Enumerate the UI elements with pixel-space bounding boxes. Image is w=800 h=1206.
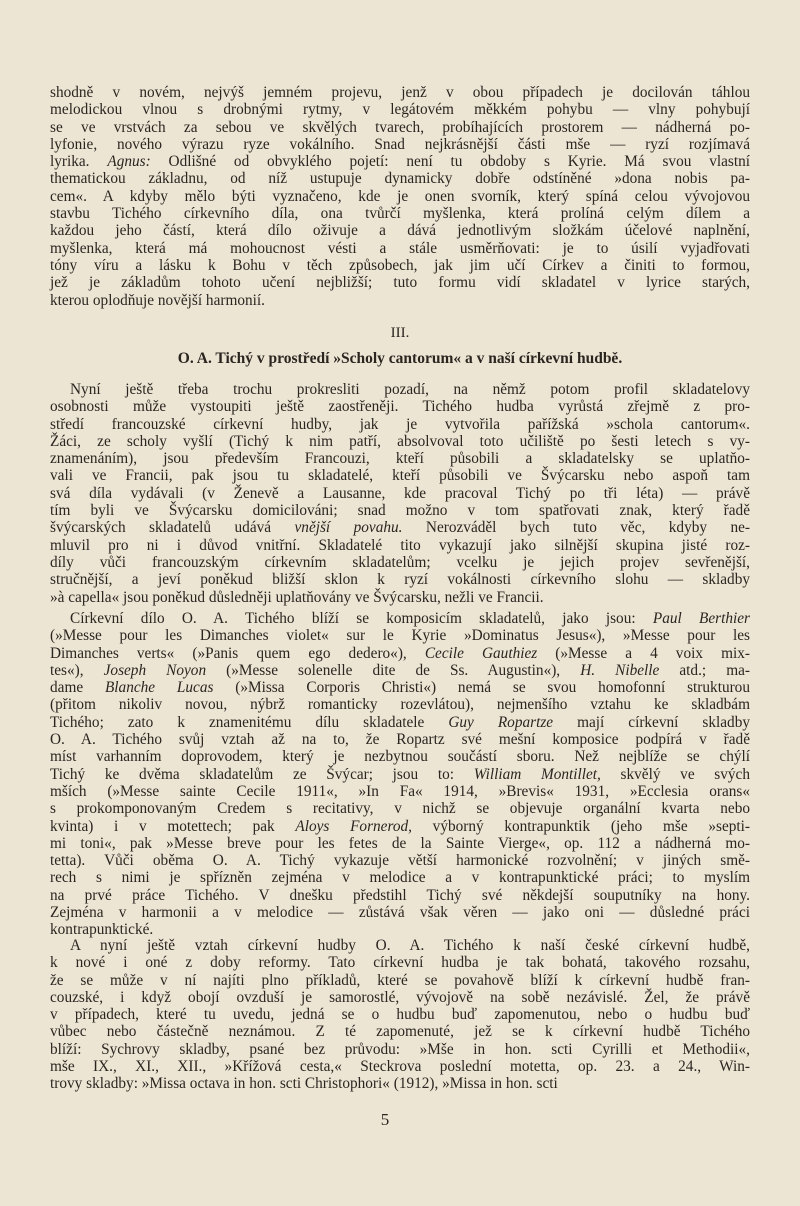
italic-name: H. Nibelle: [580, 661, 660, 679]
text-line: švýcarských skladatelů udává vnější povahu. Nerozváděl bych tuto věc, kdyby ne-: [50, 519, 751, 537]
text-line: kterou oplodňuje novější harmonií.: [50, 291, 265, 309]
italic-name: Cecile Gauthiez: [424, 644, 538, 662]
text-line: mluvil pro ni i důvod vnitřní. Skladatelé tito vykazují jako silnější skupina jisté roz-: [50, 536, 750, 554]
italic-name: Blanche Lucas: [104, 679, 214, 697]
text-line: vůbec nebo částečně neznámou. Z té zapomenuté, jež se k církevní hudbě Tichého: [50, 1023, 750, 1041]
text-line: dame Blanche Lucas (»Missa Corporis Christi«) nemá se svou homofonní strukturou: [50, 679, 750, 697]
text-line: díly vůči francouzským církevním skladatelům; vcelku je jejich projev sevřenější,: [50, 553, 750, 571]
italic-name: Paul Berthier: [652, 610, 750, 627]
text-line: tóny víru a lásku k Bohu v těch způsobech, jak jim učí Církev a činiti to formou,: [50, 256, 750, 274]
text-line: tím byli ve Švýcarsku domicilováni; snad možno v tom spatřovati znak, který řadě: [50, 502, 750, 520]
text-line: couzské, i když obojí ovzduší je samorostlé, vývojově na sobě nezávislé. Žel, že právě: [50, 988, 750, 1006]
text-line: trovy skladby: »Missa octava in hon. scti Christophori« (1912), »Missa in hon. scti: [50, 1075, 558, 1093]
text-line: Tichý ke dvěma skladatelům ze Švýcar; jsou to: William Montillet, skvělý ve svých: [50, 765, 750, 783]
text-line: A nyní ještě vztah církevní hudby O. A. Tichého k naší české církevní hudbě,: [70, 937, 750, 954]
text-line: na prvé práce Tichého. V dnešku předstihl Tichý své někdejší souputníky na hony.: [50, 886, 750, 904]
text-line: Tichého; zato k znamenitému dílu skladatele Guy Ropartze mají církevní skladby: [50, 713, 750, 731]
text-line: lyrika. Agnus: Odlišné od obvyklého pojetí: není tu obdoby s Kyrie. Má svou vlastní: [50, 153, 750, 171]
text-line: kvinta) i v motettech; pak Aloys Fornerod, výborný kontrapunktik (jeho mše »septi-: [50, 817, 750, 835]
text-line: vali ve Francii, pak jsou tu skladatelé, kteří působili ve Švýcarsku nebo aspoň tam: [50, 467, 750, 485]
text-line: melodickou vlnou s drobnými rytmy, v legátovém měkkém pohybu — vlny pohybují: [50, 101, 750, 119]
text-line: znamenáním), jsou především Francouzi, kteří působili a skladatelsky se uplatňo-: [50, 450, 750, 468]
paragraph-schola-cantorum: [50, 381, 750, 606]
text-line: kontrapunktické.: [50, 921, 154, 939]
italic-name: Agnus:: [107, 153, 151, 171]
text-line: »à capella« jsou poněkud důsledněji uplatňovány ve Švýcarsku, nežli ve Francii.: [50, 588, 544, 606]
text-line: míst varhanním doprovodem, který je nezbytnou součástí sboru. Než nejblíže se chýlí: [50, 748, 750, 766]
text-line: svá díla vydávali (v Ženevě a Lausanne, kde pracoval Tichý po tři léta) — právě: [50, 484, 750, 502]
text-line: (»Messe pour les Dimanches violet« sur le Kyrie »Dominatus Jesus«), »Messe pour les: [50, 627, 750, 645]
italic-name: Aloys Fornerod,: [295, 817, 412, 835]
section-heading: O. A. Tichý v prostředí »Scholy cantorum« a v naší církevní hudbě.: [177, 350, 623, 367]
text-line: cem«. A kdyby mělo býti vyznačeno, kde je onen svorník, který spíná celou vývojovou: [50, 187, 750, 205]
text-line: blíží: Sychrovy skladby, psané bez průvodu: »Mše in hon. scti Cyrilli et Methodii«,: [50, 1040, 750, 1058]
text-line: každou jeho částí, která dílo oživuje a dává jednotlivým složkám účelové naplnění,: [50, 222, 750, 240]
text-line: se ve vrstvách za sebou ve skvělých tvarech, probíhajících prostorem — nádherná po-: [50, 118, 750, 136]
text-line: stavbu Tichého církevního díla, ona tvůrčí myšlenka, která prolíná celým dílem a: [50, 205, 750, 223]
text-line: k nové i oné z doby reformy. Tato církevní hudba je tak bohatá, takového rozsahu,: [50, 954, 750, 972]
text-line: v případech, které tu uvedu, jedná se o hudbu buď zapomenutou, nebo o hudbu buď: [50, 1006, 750, 1024]
text-line: středí francouzské církevní hudby, jak je vytvořila pařížská »schola cantorum«.: [50, 415, 750, 433]
paragraph-czech-church-music: [50, 937, 750, 1093]
page-number: 5: [380, 1110, 390, 1129]
italic-name: Joseph Noyon: [103, 661, 207, 679]
text-line: mše IX., XI., XII., »Křížová cesta,« Steckrova poslední motetta, op. 23. a 24., Win-: [50, 1058, 750, 1076]
text-line: tes«), Joseph Noyon (»Messe solenelle dite de Ss. Augustin«), H. Nibelle atd.; ma-: [50, 661, 750, 679]
italic-name: Guy Ropartze: [448, 713, 554, 731]
text-line: Dimanches verts« (»Panis quem ego dedero«), Cecile Gauthiez (»Messe a 4 voix mix-: [50, 644, 750, 662]
paragraph-composers: [50, 610, 750, 939]
section-numeral: III.: [390, 325, 410, 341]
text-line: rech s nimi je spřízněn zejména v melodice a v kontrapunktické práci; to myslím: [50, 869, 750, 887]
text-line: tetta). Vůči oběma O. A. Tichý vykazuje větší harmonické rozvolnění; v jiných smě-: [50, 852, 750, 870]
text-line: Zejména v harmonii a v melodice — zůstává však věren — jako oni — důsledné práci: [50, 904, 750, 922]
text-line: myšlenka, která má mohoucnost vésti a stále usměrňovati: je to úsilí vyjadřovati: [50, 239, 750, 257]
italic-name: vnější povahu.: [294, 519, 403, 537]
text-line: O. A. Tichého svůj vztah až na to, že Ropartz své mešní komposice podpírá v řadě: [50, 731, 750, 749]
text-line: s prokomponovaným Credem s recitativy, v nichž se objevuje organální kvarta nebo: [50, 800, 750, 818]
text-line: thematickou základnu, od níž ustupuje dynamicky dobře odstíněné »dona nobis pa-: [50, 170, 750, 188]
text-line: (přitom nikoliv novou, nýbrž romanticky rozevlátou), nejmenšího vztahu ke skladbám: [50, 696, 750, 714]
text-line: že se může v ní najíti plno příkladů, které se povahově blíží k církevní hudbě fran-: [50, 971, 750, 989]
text-line: jež je základům tohoto učení nejbližší; tuto formu vidí skladatel v lyrice starých,: [50, 274, 750, 292]
text-line: mších (»Messe sainte Cecile 1911«, »In Fa« 1914, »Brevis« 1931, »Ecclesia orans«: [50, 782, 750, 800]
text-line: lyfonie, nového výrazu ryze vokálního. Snad nejkrásnější části mše — ryzí rozjímavá: [50, 135, 750, 153]
text-line: Církevní dílo O. A. Tichého blíží se komposicím skladatelů, jako jsou: Paul Berthier: [70, 610, 750, 627]
text-line: mi toni«, pak »Messe breve pour les fetes de la Sainte Vierge«, op. 112 a nádherná mo-: [50, 834, 750, 852]
italic-name: William Montillet,: [473, 765, 601, 783]
text-line: shodně v novém, nejvýš jemném projevu, jenž v obou případech je docilován táhlou: [50, 84, 750, 101]
paragraph-agnus: [50, 84, 750, 309]
text-line: Žáci, ze scholy vyšlí (Tichý k nim patří, absolvoval toto učiliště po šesti letech s vy-: [50, 432, 750, 450]
text-line: Nyní ještě třeba trochu prokresliti pozadí, na němž potom profil skladatelovy: [70, 381, 750, 398]
text-line: osobnosti může vystoupiti ještě zaostřeněji. Tichého hudba vyrůstá zřejmě z pro-: [50, 398, 750, 416]
text-line: stručnější, a jeví poněkud bližší sklon k ryzí vokálnosti církevního slohu — skladby: [50, 571, 750, 589]
